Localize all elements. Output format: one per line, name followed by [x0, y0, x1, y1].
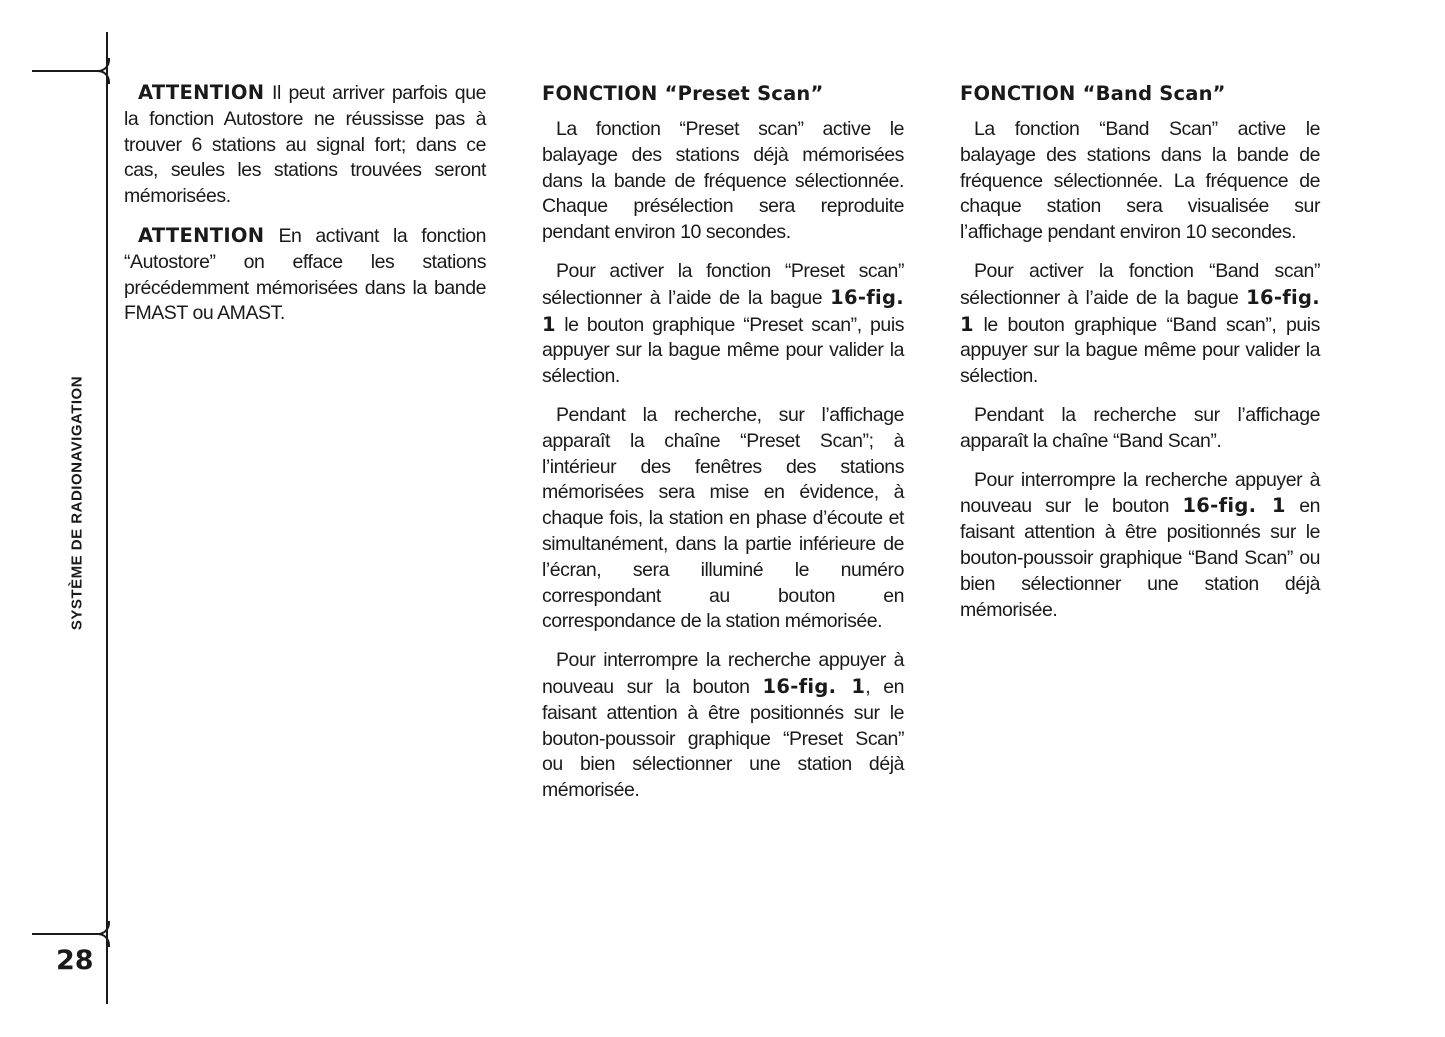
band-scan-paragraph-4	[960, 468, 1320, 624]
margin-vertical-line	[106, 32, 108, 1004]
paragraph-text: Pour interrompre la recherche appuyer à nouveau sur le bouton	[960, 468, 1320, 518]
band-scan-paragraph-2	[960, 259, 1320, 390]
figure-reference: 16-fig. 1	[762, 674, 866, 698]
column-preset-scan	[542, 80, 904, 817]
attention-text: Il peut arriver parfois que la fonction Autostore ne réussisse pas à trouver 6 stations au signal fort; dans ce cas, seules les stations trouvées seront mémorisées.	[124, 82, 486, 208]
attention-label: ATTENTION	[138, 223, 265, 247]
paragraph-text: Pour activer la fonction “Band scan” sélectionner à l’aide de la bague	[960, 259, 1320, 309]
attention-text: En activant la fonction “Autostore” on efface les stations précédemment mémorisées dans la bande FMAST ou AMAST.	[124, 224, 486, 325]
band-scan-paragraph-1: La fonction “Band Scan” active le balayage des stations dans la bande de fréquence sélectionnée. La fréquence de chaque station sera visualisée sur l’affichage pendant environ 10 secondes.	[960, 118, 1320, 244]
attention-note-2	[124, 223, 486, 327]
preset-scan-paragraph-2	[542, 259, 904, 390]
figure-reference: 16-fig. 1	[1182, 494, 1286, 518]
figure-reference: 16-fig. 1	[960, 285, 1320, 336]
preset-scan-heading: FONCTION “Preset Scan”	[542, 82, 824, 105]
top-margin-rule	[32, 70, 98, 72]
band-scan-paragraph-3: Pendant la recherche sur l’affichage apparaît la chaîne “Band Scan”.	[960, 403, 1320, 452]
paragraph-text: le bouton graphique “Band scan”, puis appuyer sur la bague même pour valider la sélection.	[960, 313, 1320, 388]
band-scan-heading: FONCTION “Band Scan”	[960, 82, 1226, 105]
figure-reference: 16-fig. 1	[542, 285, 904, 336]
paragraph-text: , en faisant attention à être positionnés sur le bouton-poussoir graphique “Preset Scan” ou bien sélectionner une station déjà mémorisée.	[542, 675, 904, 802]
preset-scan-paragraph-4	[542, 648, 904, 804]
paragraph-text: en faisant attention à être positionnés sur le bouton-poussoir graphique “Band Scan” ou bien sélectionner une station déjà mémorisée.	[960, 495, 1320, 621]
column-attention-notes	[124, 80, 486, 340]
bottom-margin-rule	[32, 933, 98, 935]
paragraph-text: Pour activer la fonction “Preset scan” sélectionner à l’aide de la bague	[542, 259, 904, 309]
attention-label: ATTENTION	[138, 81, 265, 104]
paragraph-text: Pour interrompre la recherche appuyer à nouveau sur la bouton	[542, 649, 904, 698]
page-number: 28	[56, 945, 94, 976]
preset-scan-paragraph-1: La fonction “Preset scan” active le balayage des stations déjà mémorisées dans la bande de fréquence sélectionnée. Chaque présélection sera reproduite pendant environ 10 secondes.	[542, 118, 904, 244]
paragraph-text: le bouton graphique “Preset scan”, puis appuyer sur la bague même pour valider la sélection.	[542, 313, 904, 388]
preset-scan-paragraph-3: Pendant la recherche, sur l’affichage apparaît la chaîne “Preset Scan”; à l’intérieur des fenêtres des stations mémorisées sera mise en évidence, à chaque fois, la station en phase d’écoute et simultanément, dans la partie inférieure de l’écran, sera illuminé le numéro correspondant au bouton en correspondance de la station mémorisée.	[542, 403, 904, 633]
section-title: SYSTÈME DE RADIONAVIGATION	[68, 375, 86, 631]
column-band-scan	[960, 80, 1320, 636]
attention-note-1	[124, 80, 486, 210]
